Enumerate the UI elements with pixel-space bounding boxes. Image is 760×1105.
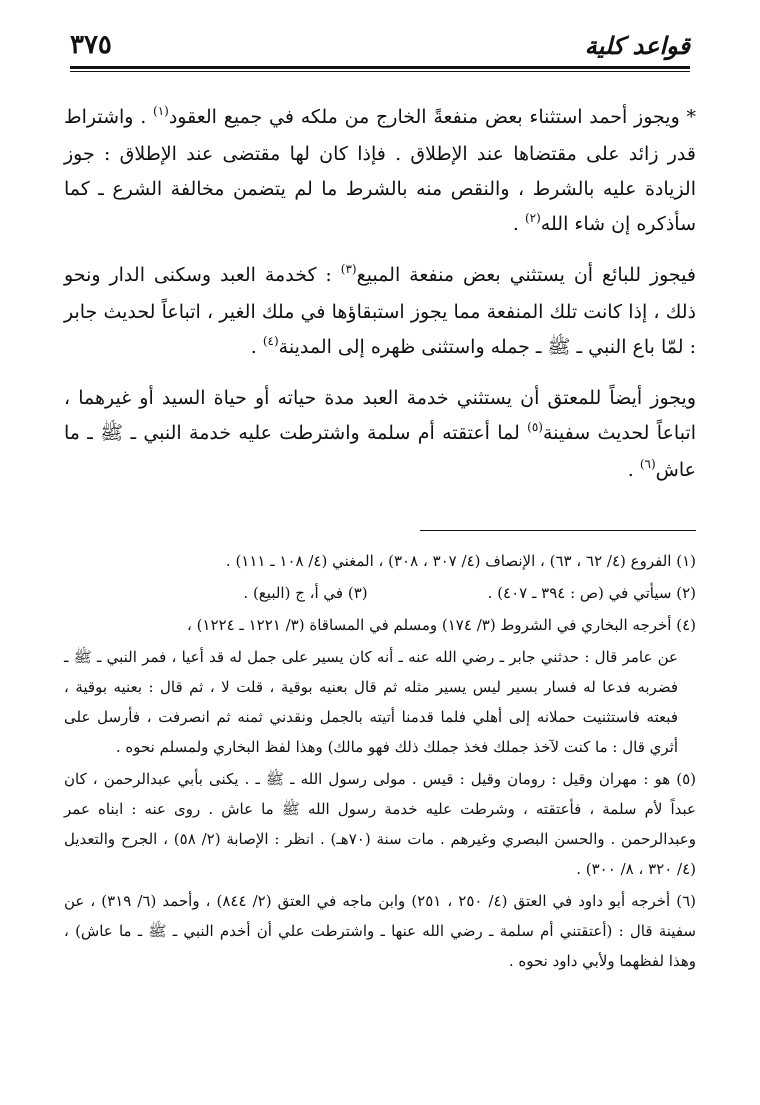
paragraph-2 [64, 258, 696, 367]
paragraph-3 [64, 381, 696, 490]
footnote-4-head: (٤) أخرجه البخاري في الشروط (٣/ ١٧٤) ومسلم في المساقاة (٣/ ١٢٢١ ـ ١٢٢٤) ، [186, 616, 696, 634]
paragraph-text: : كخدمة العبد وسكنى الدار ونحو ذلك ، إذا كانت تلك المنفعة مما يجوز استبقاؤها في ملك الغير ، اتباعاً لحديث جابر : لمّا باع النبي ـ ﷺ ـ جمله واستثنى ظهره إلى المدينة [64, 264, 696, 358]
footnote-row-2-3 [64, 578, 696, 608]
main-text [64, 100, 696, 504]
footnote-5: (٥) هو : مهران وقيل : رومان وقيل : قيس . مولى رسول الله ـ ﷺ ـ . يكنى بأبي عبدالرحمن ، كان عبداً لأم سلمة ، فأعتقته ، وشرطت عليه خدمة رسول الله ﷺ ما عاش . روى عنه : ابناه عمر وعبدالرحمن . والحسن البصري وغيرهم . مات سنة (٧٠هـ) . انظر : الإصابة (٢/ ٥٨) ، الجرح والتعديل (٤/ ٣٢٠ ، ٨/ ٣٠٠) . [64, 770, 697, 878]
paragraph-1 [64, 100, 696, 244]
paragraph-text: فيجوز للبائع أن يستثني بعض منفعة المبيع [356, 264, 696, 286]
footnote-ref[interactable]: (٤) [262, 334, 279, 348]
footnote-ref[interactable]: (٦) [639, 457, 656, 471]
footnote-6: (٦) أخرجه أبو داود في العتق (٤/ ٢٥٠ ، ٢٥١) وابن ماجه في العتق (٢/ ٨٤٤) ، وأحمد (٦/ ٣١٩) ، عن سفينة قال : (أعتقتني أم سلمة ـ رضي الله عنها ـ واشترطت علي أن أخدم النبي ـ ﷺ ـ ما عاش) ، وهذا لفظهما ولأبي داود نحوه . [64, 892, 696, 970]
header-rule [70, 66, 690, 69]
footnote-3: (٣) في أ، ج (البيع) . [243, 584, 368, 602]
paragraph-text: . [250, 336, 263, 358]
running-title: قواعد كلية [584, 31, 690, 60]
page-header [70, 20, 690, 60]
paragraph-text: . [627, 459, 640, 481]
paragraph-text: * ويجوز أحمد استثناء بعض منفعةً الخارج من ملكه في جميع العقود [168, 106, 697, 128]
footnotes [64, 546, 696, 978]
page-number: ٣٧٥ [70, 30, 112, 60]
paragraph-text: ويجوز أيضاً للمعتق أن يستثني خدمة العبد مدة حياته أو حياة السيد أو غيرهما ، اتباعاً لحديث سفينة [64, 387, 696, 444]
paragraph-text: . [512, 213, 525, 235]
footnotes-separator [420, 530, 696, 531]
footnote-4-body: عن عامر قال : حدثني جابر ـ رضي الله عنه ـ أنه كان يسير على جمل له قد أعيا ، فمر النبي ـ ﷺ ـ فضربه فدعا له فسار بسير ليس يسير مثله ثم قال بعنيه بوقية ، قلت لا ، ثم قال : بعنيه بوقية ، فبعته فاستثنيت حملانه إلى أهلي فلما قدمنا أتيته بالجمل ونقدني ثمنه ثم انصرفت ، فأرسل على أثري قال : ما كنت لآخذ جملك فخذ جملك ذلك فهو مالك) وهذا لفظ البخاري ولمسلم نحوه . [64, 648, 678, 756]
footnote-ref[interactable]: (٥) [527, 420, 543, 434]
footnote-ref[interactable]: (١) [153, 104, 169, 118]
footnote-ref[interactable]: (٣) [340, 262, 357, 276]
header-rule-thin [70, 71, 690, 72]
footnote-1: (١) الفروع (٤/ ٦٢ ، ٦٣) ، الإنصاف (٤/ ٣٠٧ ، ٣٠٨) ، المغني (٤/ ١٠٨ ـ ١١١) . [225, 552, 696, 570]
paragraph-text: . واشتراط قدر زائد على مقتضاها عند الإطلاق . فإذا كان لها مقتضى عند الإطلاق : جوز الزيادة عليه بالشرط ، والنقص منه بالشرط ما لم يتضمن مخالفة الشرع ـ كما سأذكره إن شاء الله [64, 106, 696, 235]
footnote-ref[interactable]: (٢) [524, 211, 541, 225]
footnote-2: (٢) سيأتي في (ص : ٣٩٤ ـ ٤٠٧) . [487, 584, 696, 602]
paragraph-text: لما أعتقته أم سلمة واشترطت عليه خدمة النبي ـ ﷺ ـ ما عاش [64, 422, 696, 481]
